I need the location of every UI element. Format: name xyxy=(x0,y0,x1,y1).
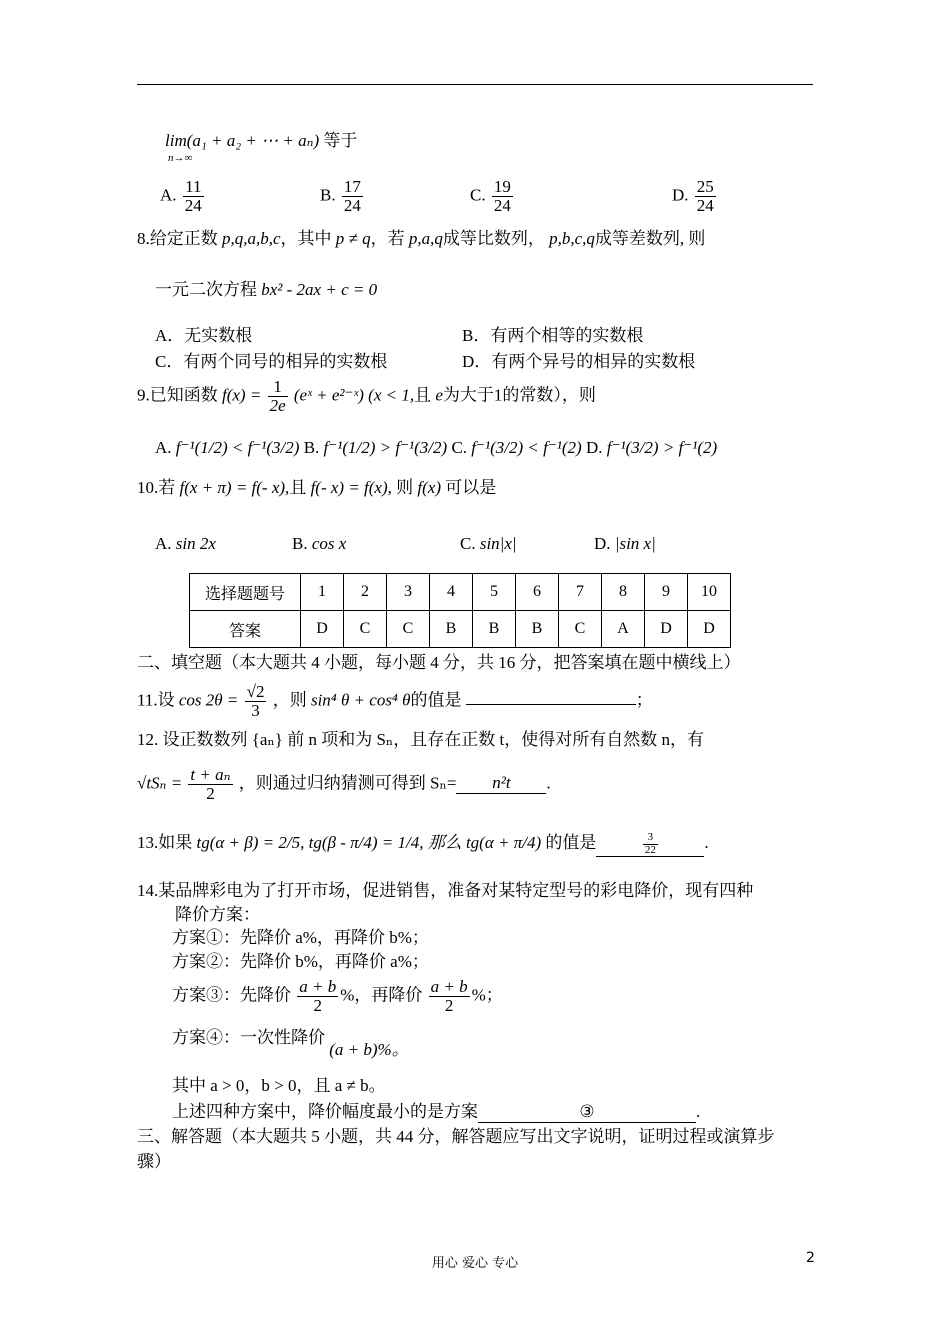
q13-text-b: 的值是 xyxy=(545,832,597,852)
q9-option-a-label: A. xyxy=(155,438,172,457)
q8-text-a: 给定正数 xyxy=(149,229,218,248)
q8-vars-b: p,a,q xyxy=(408,229,443,248)
header-rule xyxy=(137,84,813,85)
q10-option-c xyxy=(460,534,517,554)
q14-plan4 xyxy=(172,1028,409,1059)
q9-text-a: 已知函数 xyxy=(149,385,218,405)
q10-text-a: 若 xyxy=(158,478,176,497)
q10-option-d-expr: |sin x| xyxy=(614,534,656,553)
q12-lhs: √tSₙ = xyxy=(137,773,183,793)
q7-option-d xyxy=(672,178,718,215)
table-cell: 2 xyxy=(344,574,387,611)
q7-option-a-label: A. xyxy=(160,185,177,205)
table-cell: C xyxy=(387,611,430,648)
q9-func-tail: (eˣ + e²⁻ˣ) (x < 1, xyxy=(293,385,415,405)
q8-text-c: ，若 xyxy=(370,229,405,248)
q14-plan3-c: %； xyxy=(471,985,503,1005)
q14-plan3 xyxy=(172,978,503,1015)
q11-text-b: ，则 xyxy=(272,690,307,710)
table-cell: D xyxy=(688,611,731,648)
q14-line1-text: 某品牌彩电为了打开市场，促进销售，准备对某特定型号的彩电降价，现有四种 xyxy=(158,881,754,900)
q9-options xyxy=(155,438,717,458)
q13-answer-blank[interactable] xyxy=(596,832,704,857)
answer-table xyxy=(189,573,731,648)
q9-option-b-label: B. xyxy=(303,438,320,457)
q8-text-d: 成等比数列， xyxy=(442,229,545,248)
table-cell: D xyxy=(301,611,344,648)
q8-option-b: B．有两个相等的实数根 xyxy=(462,326,644,345)
q10-option-c-expr: sin|x| xyxy=(479,534,517,553)
q9-func: f(x) = xyxy=(222,385,262,405)
q7-option-b-den: 24 xyxy=(343,195,361,215)
answer-table-number-row xyxy=(190,574,731,611)
q14-line1 xyxy=(137,881,753,901)
q7-option-a-num: 11 xyxy=(183,178,204,197)
q7-option-c-label: C. xyxy=(470,185,486,205)
q8-option-a: A．无实数根 xyxy=(155,326,253,345)
q9-option-d-expr: f⁻¹(3/2) > f⁻¹(2) xyxy=(606,438,718,457)
q14-plan3-num-2: a + b xyxy=(430,977,468,996)
q12-end: . xyxy=(546,773,551,793)
q12-frac-num: t + aₙ xyxy=(190,765,231,784)
q14-plan3-num: a + b xyxy=(299,977,337,996)
q13-ans-num: 3 xyxy=(643,832,658,845)
q12-line1-text: 设正数数列 {aₙ} 前 n 项和为 Sₙ，且存在正数 t，使得对所有自然数 n，有 xyxy=(162,730,705,749)
q9-option-a-expr: f⁻¹(1/2) < f⁻¹(3/2) xyxy=(175,438,300,457)
q10-number: 10. xyxy=(137,478,159,497)
q13-ans-den: 22 xyxy=(644,843,656,856)
table-cell: A xyxy=(602,611,645,648)
q7-option-d-num: 25 xyxy=(696,177,714,196)
q10-option-a xyxy=(155,534,216,554)
q7-option-a xyxy=(160,178,206,215)
table-cell: C xyxy=(559,611,602,648)
q10-fx: f(x) xyxy=(417,478,441,497)
q7-option-c-den: 24 xyxy=(493,195,511,215)
q9-number: 9. xyxy=(137,385,150,405)
q8-vars-a: p,q,a,b,c xyxy=(222,229,281,248)
q14-number: 14. xyxy=(137,881,159,900)
q8-equation: bx² - 2ax + c = 0 xyxy=(261,280,378,299)
q11-answer-blank[interactable] xyxy=(466,704,636,705)
q8-text-e: 成等差数列, 则 xyxy=(594,229,706,248)
answer-table-answer-header: 答案 xyxy=(190,611,301,648)
table-cell: 1 xyxy=(301,574,344,611)
q14-line2: 降价方案： xyxy=(175,905,260,924)
q10-option-d xyxy=(594,534,656,554)
table-cell: 8 xyxy=(602,574,645,611)
q9-frac-den: 2e xyxy=(269,395,286,415)
q12-frac-den: 2 xyxy=(206,783,215,803)
q10-text-b: 且 xyxy=(289,478,307,497)
q10-cond1: f(x + π) = f(- x), xyxy=(179,478,290,497)
q11-frac-num: √2 xyxy=(246,682,265,701)
q9-text-c: 为大于1的常数），则 xyxy=(442,385,596,405)
q7-tail: 等于 xyxy=(323,131,358,150)
q9-option-c-label: C. xyxy=(451,438,468,457)
q12-line2 xyxy=(137,766,551,803)
q7-option-b-label: B. xyxy=(320,185,336,205)
q7-option-d-den: 24 xyxy=(696,195,714,215)
q9-frac-num: 1 xyxy=(268,378,288,397)
table-cell: 6 xyxy=(516,574,559,611)
q8-line1 xyxy=(137,229,705,249)
answer-table-answer-row xyxy=(190,611,731,648)
q11-expr-b: sin⁴ θ + cos⁴ θ xyxy=(310,690,411,710)
q10-line xyxy=(137,478,496,498)
q10-option-d-label: D. xyxy=(594,534,611,553)
q9-e-var: e xyxy=(435,385,443,405)
q13-end: . xyxy=(704,832,709,852)
q14-plan3-a: 方案③：先降价 xyxy=(172,985,291,1005)
q10-text-c: , 则 xyxy=(387,478,414,497)
section3-heading-line1: 三、解答题（本大题共 5 小题，共 44 分，解答题应写出文字说明，证明过程或演算步 xyxy=(137,1127,775,1146)
q11-expr-a: cos 2θ = xyxy=(178,690,239,710)
q12-answer-blank[interactable]: n²t xyxy=(456,773,546,794)
q9-text-b: 且 xyxy=(414,385,432,405)
table-cell: 3 xyxy=(387,574,430,611)
q14-plan3-den-2: 2 xyxy=(444,995,454,1015)
table-cell: 9 xyxy=(645,574,688,611)
table-cell: B xyxy=(516,611,559,648)
table-cell: 7 xyxy=(559,574,602,611)
page-number: 2 xyxy=(806,1250,815,1266)
q7-option-c xyxy=(470,178,515,215)
q11-text-c: 的值是 xyxy=(410,690,462,710)
q9-option-d-label: D. xyxy=(585,438,603,457)
q8-number: 8. xyxy=(137,229,150,248)
q9-option-c-expr: f⁻¹(3/2) < f⁻¹(2) xyxy=(471,438,582,457)
section3-heading-line2: 骤） xyxy=(137,1152,171,1171)
q11-number: 11. xyxy=(137,690,158,710)
q12-text-b: ，则通过归纳猜测可得到 Sₙ= xyxy=(238,773,457,793)
table-cell: D xyxy=(645,611,688,648)
table-cell: B xyxy=(430,611,473,648)
q10-text-d: 可以是 xyxy=(445,478,497,497)
q7-option-b xyxy=(320,178,365,215)
q13-number: 13. xyxy=(137,832,159,852)
q14-condition: 其中 a > 0，b > 0，且 a ≠ b。 xyxy=(172,1076,386,1095)
q14-plan3-den: 2 xyxy=(313,995,322,1015)
q7-option-b-num: 17 xyxy=(343,177,361,196)
q13-text-a: 如果 xyxy=(158,832,193,852)
q8-option-c: C．有两个同号的相异的实数根 xyxy=(155,352,388,371)
table-cell: 5 xyxy=(473,574,516,611)
q7-limit: lim(a₁ + a₂ + ⋯ + aₙ) xyxy=(165,131,320,150)
q8-cond: p ≠ q xyxy=(335,229,371,248)
q11-line xyxy=(137,683,653,720)
q10-option-b xyxy=(292,534,346,554)
q8-option-d: D．有两个异号的相异的实数根 xyxy=(462,352,696,371)
q8-text-b: ，其中 xyxy=(280,229,332,248)
q12-number: 12. xyxy=(137,730,159,749)
q9-line xyxy=(137,378,596,415)
q14-plan1: 方案①：先降价 a%，再降价 b%； xyxy=(172,928,429,947)
q7-limit-line xyxy=(165,131,357,151)
q10-option-a-label: A. xyxy=(155,534,172,553)
section2-heading: 二、填空题（本大题共 4 小题，每小题 4 分，共 16 分，把答案填在题中横线上） xyxy=(137,653,741,672)
q10-option-c-label: C. xyxy=(460,534,476,553)
q10-option-b-label: B. xyxy=(292,534,308,553)
q10-option-a-expr: sin 2x xyxy=(175,534,216,553)
q9-option-b-expr: f⁻¹(1/2) > f⁻¹(3/2) xyxy=(323,438,448,457)
page-footer: 用心 爱心 专心 xyxy=(431,1256,519,1271)
q13-line xyxy=(137,832,709,857)
q7-option-c-num: 19 xyxy=(493,177,511,196)
q14-plan2: 方案②：先降价 b%，再降价 a%； xyxy=(172,952,429,971)
table-cell: 4 xyxy=(430,574,473,611)
q14-end: . xyxy=(696,1102,701,1121)
q11-frac-den: 3 xyxy=(251,700,260,720)
table-cell: B xyxy=(473,611,516,648)
q8-line2-text: 一元二次方程 xyxy=(155,280,257,299)
q10-option-b-expr: cos x xyxy=(311,534,347,553)
answer-table-number-header: 选择题题号 xyxy=(190,574,301,611)
q11-end: ； xyxy=(635,690,653,710)
q14-plan4-b: (a + b)%。 xyxy=(329,1040,409,1059)
q14-answer-blank[interactable]: ③ xyxy=(478,1102,696,1123)
table-cell: 10 xyxy=(688,574,731,611)
q10-cond2: f(- x) = f(x) xyxy=(310,478,388,497)
q14-question xyxy=(172,1102,700,1123)
q8-vars-c: p,b,c,q xyxy=(549,229,595,248)
q7-limit-sub: n→∞ xyxy=(168,152,193,164)
q13-expr: tg(α + β) = 2/5, tg(β - π/4) = 1/4, 那么 tg(α + π/4) xyxy=(196,832,542,852)
q14-plan3-b: %，再降价 xyxy=(340,985,423,1005)
table-cell: C xyxy=(344,611,387,648)
q14-question-text: 上述四种方案中，降价幅度最小的是方案 xyxy=(172,1102,478,1121)
q7-option-d-label: D. xyxy=(672,185,689,205)
q11-text-a: 设 xyxy=(157,690,175,710)
q12-line1 xyxy=(137,730,704,750)
q8-line2 xyxy=(155,280,377,300)
q14-plan4-a: 方案④：一次性降价 xyxy=(172,1028,325,1047)
q7-option-a-den: 24 xyxy=(184,195,202,215)
